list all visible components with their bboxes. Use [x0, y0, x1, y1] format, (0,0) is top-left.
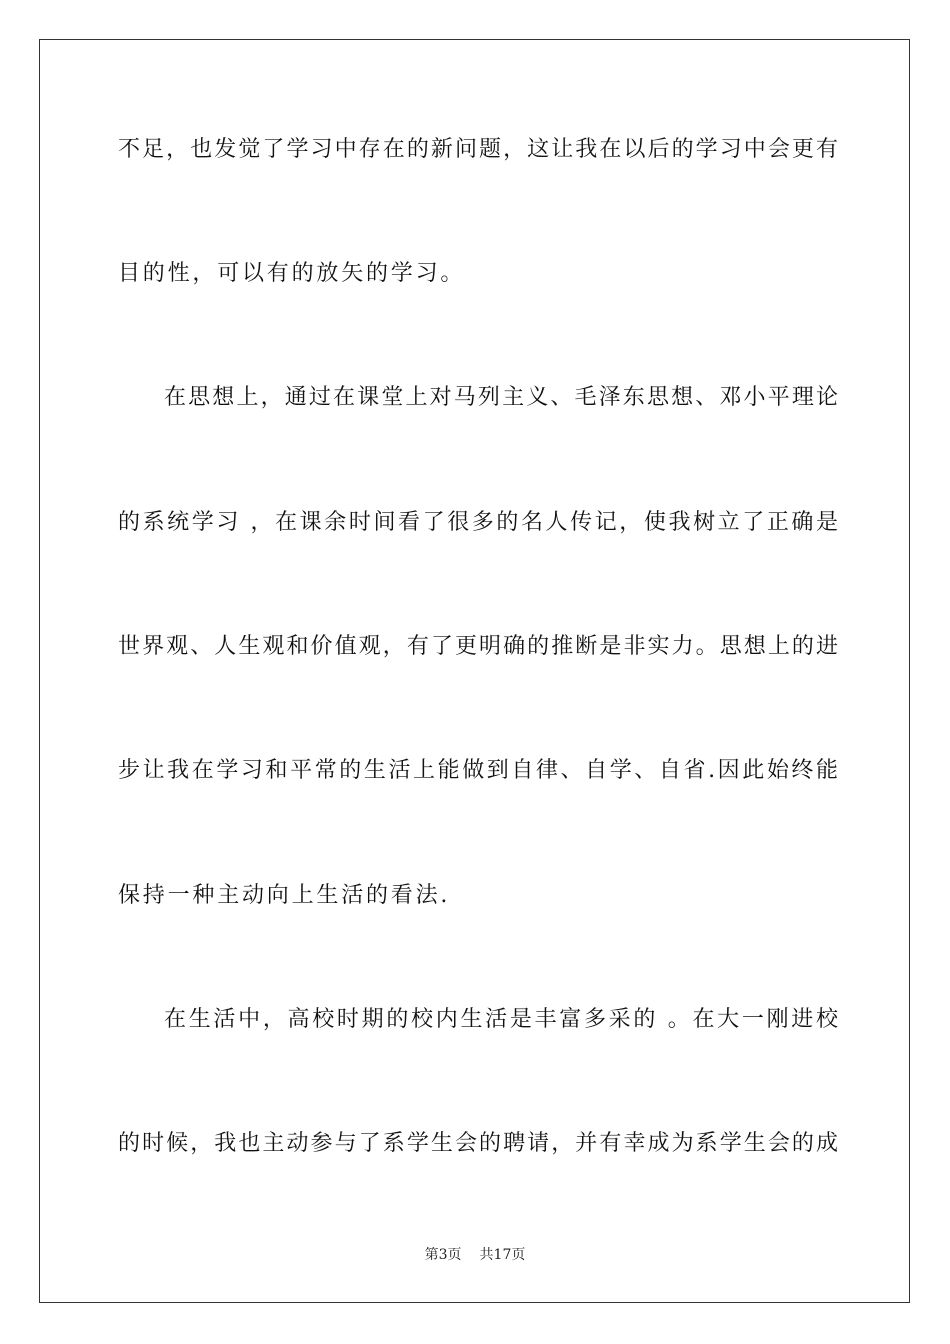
text-line-2: 目的性，可以有的放矢的学习。: [118, 261, 466, 286]
text-line-7: 保持一种主动向上生活的看法.: [118, 883, 451, 908]
page-number: 第3页: [424, 1247, 462, 1263]
text-line-1: 不足，也发觉了学习中存在的新问题，这让我在以后的学习中会更有: [118, 137, 838, 162]
page-border: [39, 39, 910, 1303]
page-footer: [0, 1245, 950, 1265]
text-line-5: 世界观、人生观和价值观，有了更明确的推断是非实力。思想上的进: [118, 634, 838, 659]
text-line-4: 的系统学习 ，在课余时间看了很多的名人传记，使我树立了正确是: [118, 510, 838, 535]
text-line-8: 在生活中，高校时期的校内生活是丰富多采的 。在大一刚进校: [164, 1007, 838, 1032]
text-line-6: 步让我在学习和平常的生活上能做到自律、自学、自省.因此始终能: [118, 758, 838, 783]
page-total: 共17页: [479, 1247, 526, 1263]
text-line-9: 的时候，我也主动参与了系学生会的聘请，并有幸成为系学生会的成: [118, 1131, 838, 1156]
text-line-3: 在思想上，通过在课堂上对马列主义、毛泽东思想、邓小平理论: [164, 385, 838, 410]
